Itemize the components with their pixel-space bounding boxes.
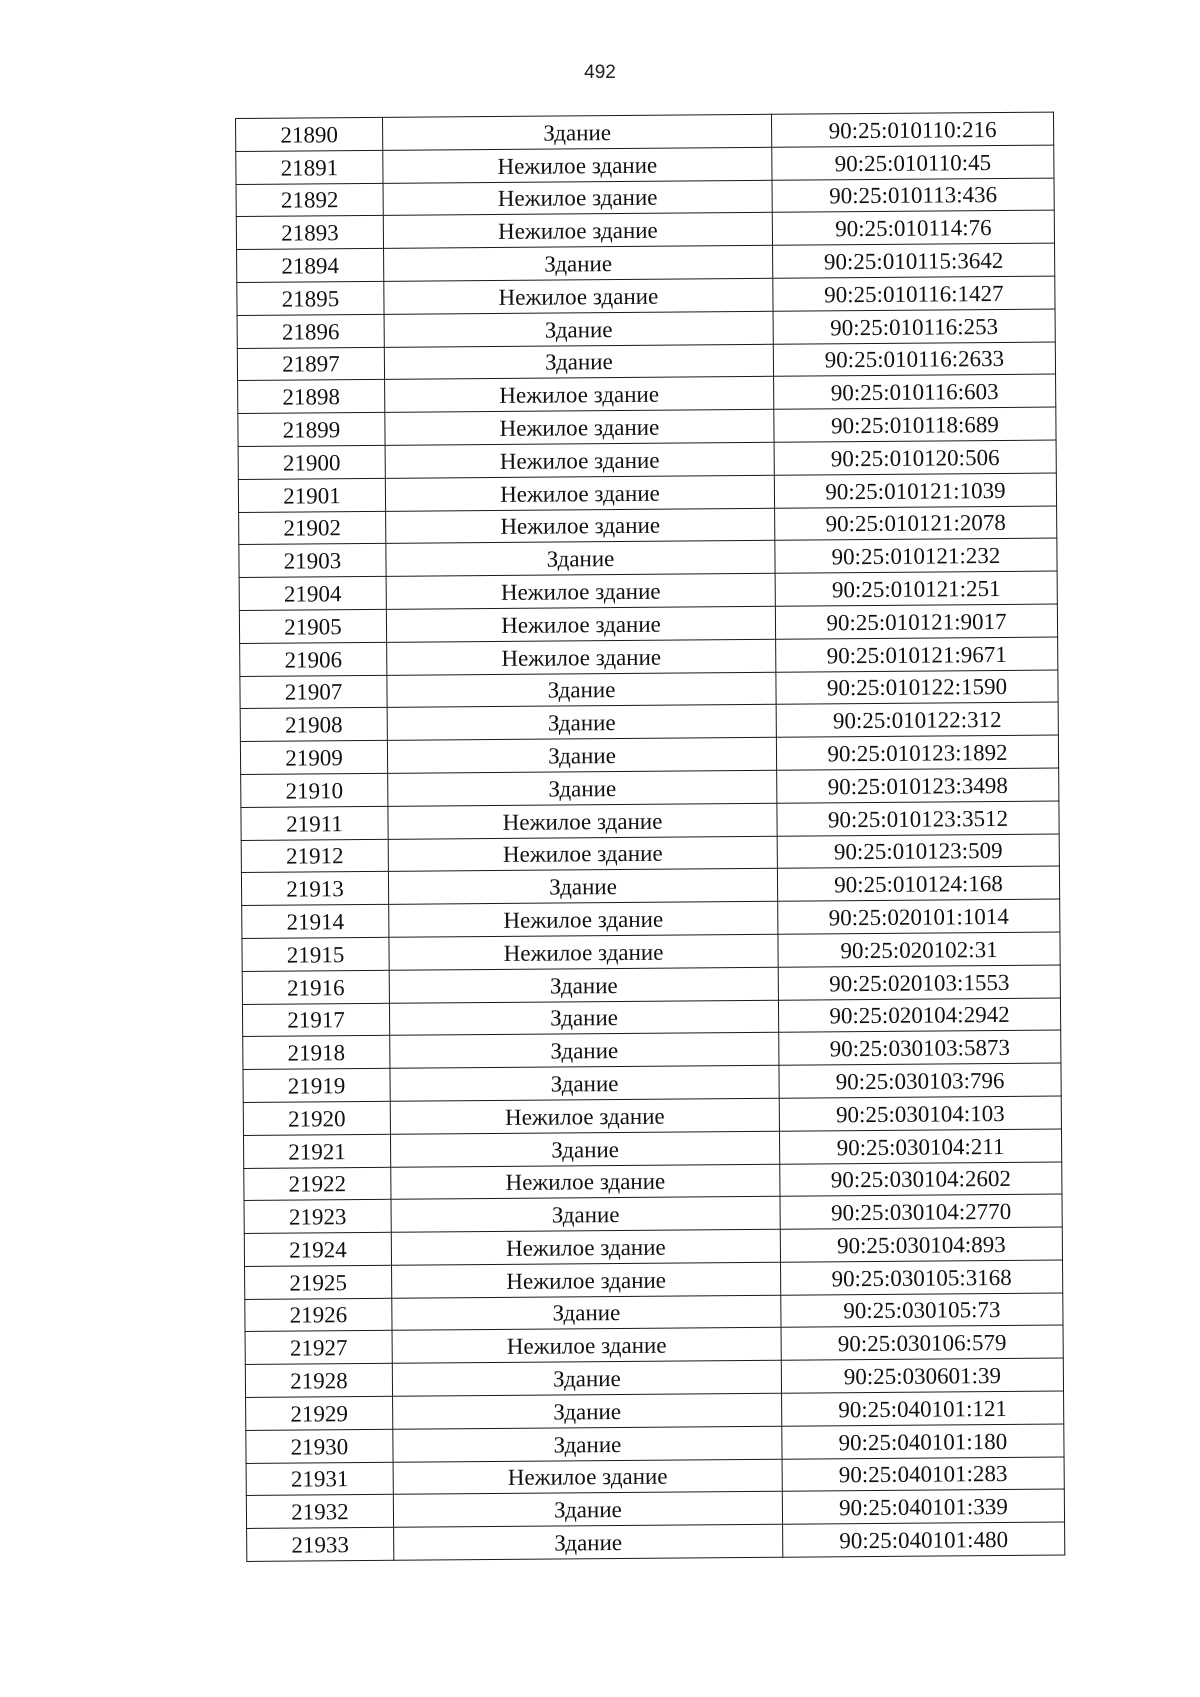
cadastral-number-cell: 90:25:010123:3512 [777,801,1059,836]
object-type-cell: Здание [384,311,773,347]
row-number-cell: 21891 [236,150,383,184]
row-number-cell: 21894 [237,249,384,283]
row-number-cell: 21929 [246,1396,393,1430]
cadastral-number-cell: 90:25:010120:506 [774,440,1056,475]
cadastral-number-cell: 90:25:030601:39 [781,1358,1063,1393]
row-number-cell: 21914 [242,904,389,938]
row-number-cell: 21919 [243,1068,390,1102]
object-type-cell: Нежилое здание [383,213,772,249]
cadastral-number-cell: 90:25:010122:1590 [776,670,1058,705]
row-number-cell: 21932 [246,1495,393,1529]
cadastral-number-cell: 90:25:010123:1892 [776,735,1058,770]
cadastral-number-cell: 90:25:020103:1553 [778,965,1060,1000]
object-type-cell: Нежилое здание [392,1328,781,1364]
cadastral-number-cell: 90:25:010114:76 [772,210,1054,245]
cadastral-number-cell: 90:25:030105:73 [781,1293,1063,1328]
object-type-cell: Нежилое здание [385,475,774,511]
cadastral-number-cell: 90:25:030104:211 [779,1129,1061,1164]
object-type-cell: Здание [388,869,777,905]
object-type-cell: Нежилое здание [388,836,777,872]
cadastral-number-cell: 90:25:010113:436 [772,178,1054,213]
row-number-cell: 21905 [239,609,386,643]
row-number-cell: 21892 [236,183,383,217]
object-type-cell: Нежилое здание [389,901,778,937]
row-number-cell: 21910 [241,773,388,807]
row-number-cell: 21907 [240,675,387,709]
cadastral-number-cell: 90:25:010121:1039 [774,473,1056,508]
row-number-cell: 21915 [242,937,389,971]
object-type-cell: Нежилое здание [389,934,778,970]
cadastral-number-cell: 90:25:030104:2770 [780,1194,1062,1229]
page-number: 492 [584,62,616,83]
row-number-cell: 21922 [244,1167,391,1201]
object-type-cell: Здание [386,541,775,577]
cadastral-number-cell: 90:25:040101:121 [782,1391,1064,1426]
row-number-cell: 21911 [241,806,388,840]
cadastral-number-cell: 90:25:020104:2942 [778,998,1060,1033]
cadastral-number-cell: 90:25:030104:2602 [780,1162,1062,1197]
cadastral-number-cell: 90:25:010116:2633 [773,342,1055,377]
cadastral-number-cell: 90:25:030103:796 [779,1063,1061,1098]
object-type-cell: Нежилое здание [390,1098,779,1134]
row-number-cell: 21923 [244,1200,391,1234]
cadastral-number-cell: 90:25:040101:339 [782,1489,1064,1524]
row-number-cell: 21913 [241,872,388,906]
cadastral-number-cell: 90:25:010115:3642 [773,243,1055,278]
cadastral-number-cell: 90:25:030106:579 [781,1326,1063,1361]
object-type-cell: Здание [393,1393,782,1429]
cadastral-number-cell: 90:25:030105:3168 [781,1260,1063,1295]
cadastral-number-cell: 90:25:040101:283 [782,1457,1064,1492]
row-number-cell: 21897 [237,347,384,381]
object-type-cell: Нежилое здание [387,639,776,675]
object-type-cell: Нежилое здание [386,606,775,642]
object-type-cell: Нежилое здание [383,180,772,216]
cadastral-number-cell: 90:25:010116:1427 [773,276,1055,311]
object-type-cell: Здание [384,245,773,281]
row-number-cell: 21899 [238,413,385,447]
object-type-cell: Нежилое здание [385,377,774,413]
row-number-cell: 21900 [238,445,385,479]
cadastral-number-cell: 90:25:010110:45 [772,145,1054,180]
cadastral-number-cell: 90:25:010121:232 [775,538,1057,573]
object-type-cell: Нежилое здание [385,409,774,445]
object-type-cell: Нежилое здание [385,442,774,478]
cadastral-number-cell: 90:25:010121:2078 [775,506,1057,541]
object-type-cell: Нежилое здание [388,803,777,839]
row-number-cell: 21895 [237,281,384,315]
object-type-cell: Нежилое здание [384,278,773,314]
object-type-cell: Нежилое здание [386,573,775,609]
object-type-cell: Здание [392,1361,781,1397]
row-number-cell: 21920 [243,1101,390,1135]
row-number-cell: 21898 [238,380,385,414]
row-number-cell: 21904 [239,576,386,610]
object-type-cell: Нежилое здание [386,508,775,544]
object-type-cell: Здание [389,1000,778,1036]
row-number-cell: 21902 [239,511,386,545]
cadastral-number-cell: 90:25:030104:893 [780,1227,1062,1262]
row-number-cell: 21890 [236,117,383,151]
object-type-cell: Здание [390,1065,779,1101]
object-type-cell: Нежилое здание [391,1164,780,1200]
row-number-cell: 21893 [236,216,383,250]
object-type-cell: Нежилое здание [391,1229,780,1265]
row-number-cell: 21930 [246,1429,393,1463]
row-number-cell: 21912 [241,839,388,873]
cadastral-number-cell: 90:25:010121:9017 [775,604,1057,639]
object-type-cell: Здание [393,1492,782,1528]
row-number-cell: 21906 [240,642,387,676]
row-number-cell: 21924 [244,1232,391,1266]
row-number-cell: 21928 [245,1364,392,1398]
row-number-cell: 21921 [243,1134,390,1168]
object-type-cell: Здание [382,114,771,150]
row-number-cell: 21927 [245,1331,392,1365]
cadastral-number-cell: 90:25:010110:216 [771,112,1053,147]
row-number-cell: 21925 [245,1265,392,1299]
row-number-cell: 21901 [238,478,385,512]
table-row [247,1522,1065,1561]
object-type-cell: Здание [390,1033,779,1069]
cadastral-number-cell: 90:25:020102:31 [778,932,1060,967]
cadastral-number-cell: 90:25:010123:509 [777,834,1059,869]
registry-sheet [235,112,1064,1562]
object-type-cell: Здание [393,1426,782,1462]
cadastral-number-cell: 90:25:010116:603 [774,374,1056,409]
object-type-cell: Здание [387,737,776,773]
row-number-cell: 21903 [239,544,386,578]
cadastral-number-cell: 90:25:010121:251 [775,571,1057,606]
row-number-cell: 21909 [240,740,387,774]
object-type-cell: Здание [394,1525,783,1561]
cadastral-number-cell: 90:25:010116:253 [773,309,1055,344]
object-type-cell: Здание [390,1131,779,1167]
cadastral-number-cell: 90:25:040101:480 [783,1522,1065,1557]
row-number-cell: 21896 [237,314,384,348]
object-type-cell: Здание [392,1295,781,1331]
registry-table-body [236,112,1065,1561]
cadastral-number-cell: 90:25:020101:1014 [778,899,1060,934]
cadastral-number-cell: 90:25:030104:103 [779,1096,1061,1131]
object-type-cell: Здание [389,967,778,1003]
cadastral-number-cell: 90:25:040101:180 [782,1424,1064,1459]
object-type-cell: Здание [388,770,777,806]
object-type-cell: Здание [391,1197,780,1233]
cadastral-number-cell: 90:25:010122:312 [776,702,1058,737]
row-number-cell: 21908 [240,708,387,742]
object-type-cell: Здание [387,672,776,708]
object-type-cell: Нежилое здание [383,147,772,183]
row-number-cell: 21926 [245,1298,392,1332]
row-number-cell: 21931 [246,1462,393,1496]
cadastral-number-cell: 90:25:010118:689 [774,407,1056,442]
row-number-cell: 21918 [243,1036,390,1070]
registry-table [235,112,1065,1562]
object-type-cell: Здание [384,344,773,380]
cadastral-number-cell: 90:25:010123:3498 [777,768,1059,803]
object-type-cell: Нежилое здание [393,1459,782,1495]
row-number-cell: 21916 [242,970,389,1004]
row-number-cell: 21917 [242,1003,389,1037]
cadastral-number-cell: 90:25:010121:9671 [776,637,1058,672]
cadastral-number-cell: 90:25:010124:168 [777,866,1059,901]
cadastral-number-cell: 90:25:030103:5873 [779,1030,1061,1065]
object-type-cell: Нежилое здание [392,1262,781,1298]
object-type-cell: Здание [387,705,776,741]
row-number-cell: 21933 [247,1528,394,1562]
